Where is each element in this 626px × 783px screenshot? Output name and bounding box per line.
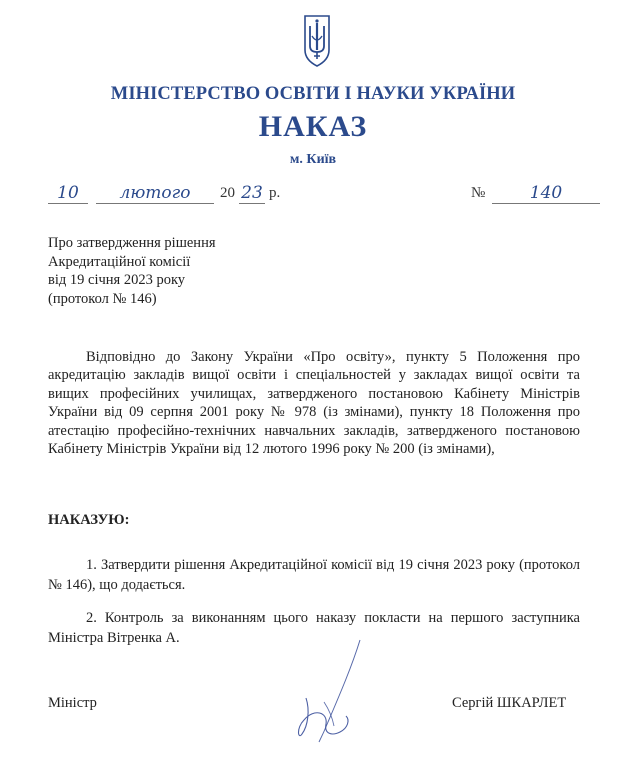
subject-line: Акредитаційної комісії xyxy=(48,253,191,270)
order-keyword: НАКАЗУЮ: xyxy=(48,512,130,528)
date-day: 10 xyxy=(48,183,88,204)
number-sign: № xyxy=(471,185,486,201)
subject-line: (протокол № 146) xyxy=(48,290,157,307)
date-month: лютого xyxy=(96,183,214,204)
handwritten-signature xyxy=(288,636,378,746)
trident-emblem-icon xyxy=(302,14,332,68)
date-year-suffix: 23 xyxy=(239,183,265,204)
ministry-title: МІНІСТЕРСТВО ОСВІТИ І НАУКИ УКРАЇНИ xyxy=(110,84,516,104)
subject-line: від 19 січня 2023 року xyxy=(48,272,186,288)
signer-position: Міністр xyxy=(48,695,97,711)
order-item-1: 1. Затвердити рішення Акредитаційної комісії від 19 січня 2023 року (протокол № 146), що додається. xyxy=(48,557,580,593)
order-subject xyxy=(48,234,348,308)
document-type-title: НАКАЗ xyxy=(258,110,368,143)
order-number: 140 xyxy=(492,183,600,204)
subject-line: Про затвердження рішення xyxy=(48,235,216,251)
date-suffix: р. xyxy=(269,185,281,201)
order-item-2: 2. Контроль за виконанням цього наказу покласти на першого заступника Міністра Вітренка А. xyxy=(48,610,580,646)
signer-name: Сергій ШКАРЛЕТ xyxy=(452,695,567,711)
date-year-prefix: 20 xyxy=(220,185,235,201)
preamble-paragraph: Відповідно до Закону України «Про освіту», пункту 5 Положення про акредитацію закладів вищої освіти і спеціальностей у закладах вищої освіти та вищих професійних училищах, затвердженого постановою Кабінету Міністрів України від 09 серпня 2001 року № 978 (із змінами), пункту 18 Положення про атестацію професійно-технічних навчальних закладів, затвердженого постановою Кабінету Міністрів України від 12 лютого 1996 року № 200 (із змінами), xyxy=(48,349,580,458)
city-label: м. Київ xyxy=(289,152,337,167)
